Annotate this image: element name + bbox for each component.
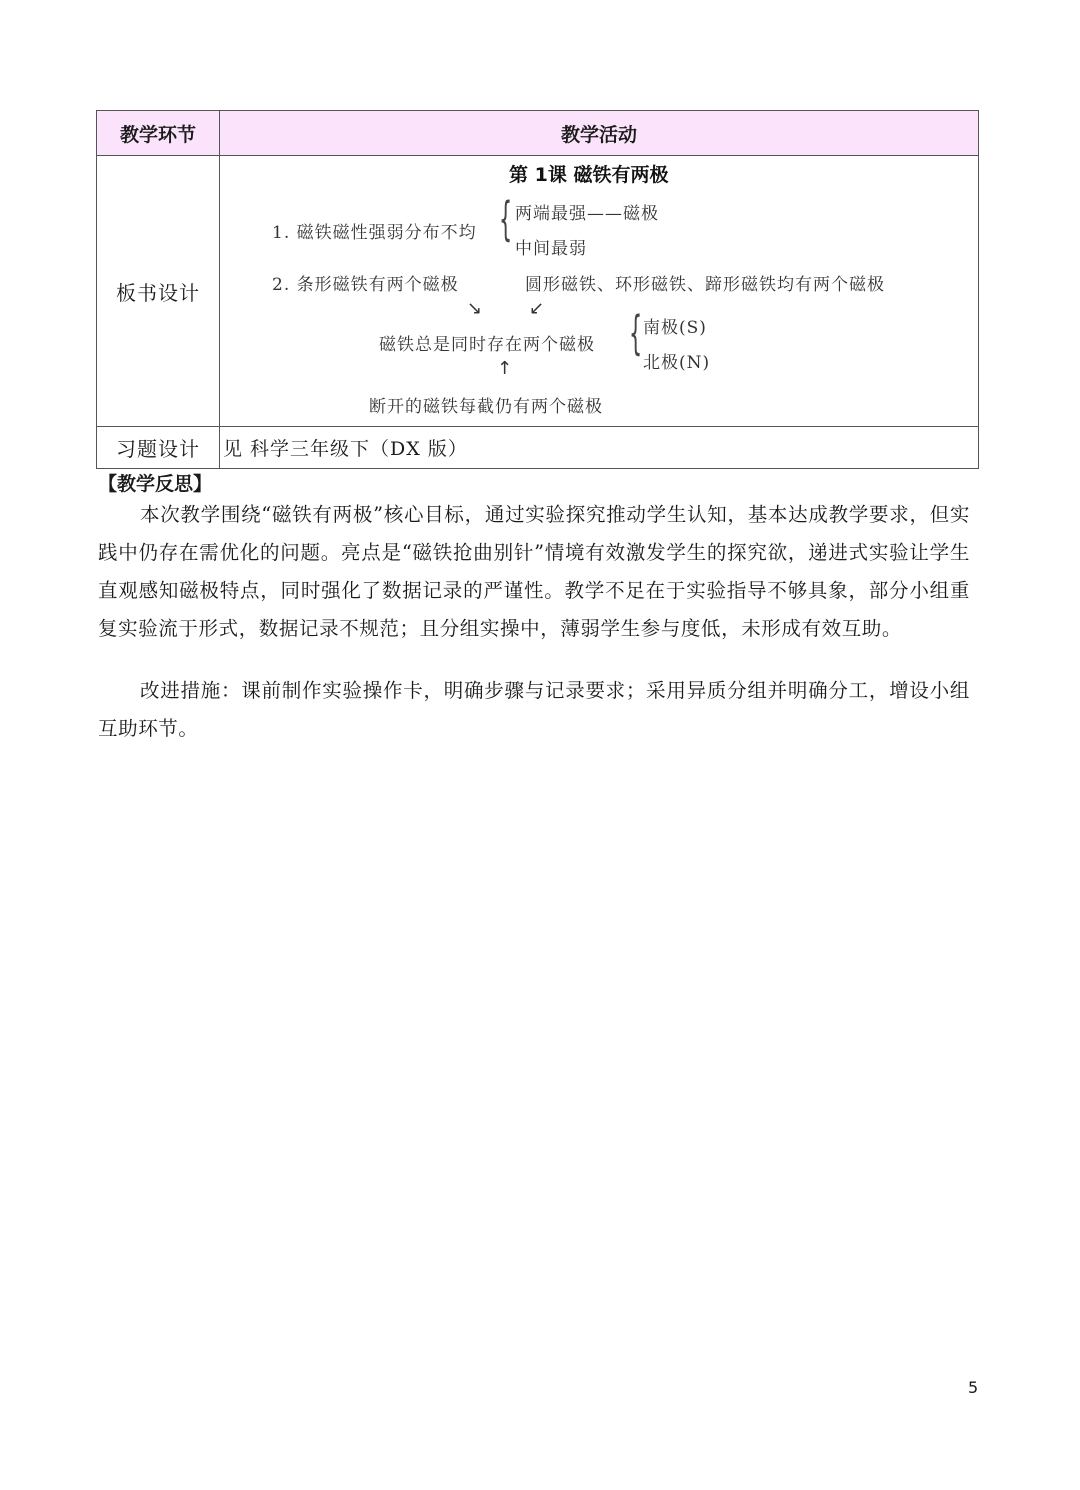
arrow-down-left-icon: ↙ bbox=[529, 298, 545, 319]
board-bottom: 断开的磁铁每截仍有两个磁极 bbox=[369, 397, 603, 417]
exercise-label: 习题设计 bbox=[116, 437, 200, 461]
exercise-content: 见 科学三年级下（DX 版） bbox=[223, 438, 468, 460]
page-number: 5 bbox=[968, 1378, 979, 1397]
reflection-paragraph-2: 改进措施：课前制作实验操作卡，明确步骤与记录要求；采用异质分组并明确分工，增设小组互助环节。 bbox=[98, 679, 970, 740]
reflection-heading: 【教学反思】 bbox=[98, 473, 213, 495]
header-teaching-activity: 教学活动 bbox=[560, 123, 637, 146]
board-north-pole: 北极(N) bbox=[643, 353, 711, 373]
lesson-table bbox=[96, 110, 979, 469]
left-brace-icon: { bbox=[499, 192, 513, 246]
exercise-row bbox=[97, 426, 978, 468]
board-item-1-top: 两端最强——磁极 bbox=[515, 204, 659, 224]
header-teaching-stage: 教学环节 bbox=[119, 123, 196, 146]
reflection-paragraph-1: 本次教学围绕“磁铁有两极”核心目标，通过实验探究推动学生认知，基本达成教学要求，但实践中仍存在需优化的问题。亮点是“磁铁抢曲别针”情境有效激发学生的探究欲，递进式实验让学生直观感知磁极特点，同时强化了数据记录的严谨性。教学不足在于实验指导不够具象，部分小组重复实验流于形式，数据记录不规范；且分组实操中，薄弱学生参与度低，未形成有效互助。 bbox=[98, 503, 970, 640]
board-item-2-right: 圆形磁铁、环形磁铁、蹄形磁铁均有两个磁极 bbox=[525, 275, 885, 295]
board-south-pole: 南极(S) bbox=[643, 318, 707, 338]
board-title: 第 1课 磁铁有两极 bbox=[509, 164, 669, 186]
board-design-label: 板书设计 bbox=[116, 280, 200, 305]
board-item-1: 1. 磁铁磁性强弱分布不均 bbox=[272, 223, 477, 243]
arrow-down-right-icon: ↘ bbox=[467, 298, 483, 319]
board-design-row bbox=[97, 155, 978, 426]
board-center: 磁铁总是同时存在两个磁极 bbox=[379, 335, 595, 355]
left-brace-icon: { bbox=[629, 306, 643, 360]
arrow-up-icon: ↑ bbox=[497, 358, 513, 379]
table-header-row bbox=[97, 111, 978, 155]
board-item-2: 2. 条形磁铁有两个磁极 bbox=[272, 275, 459, 295]
board-item-1-bottom: 中间最弱 bbox=[515, 239, 587, 259]
